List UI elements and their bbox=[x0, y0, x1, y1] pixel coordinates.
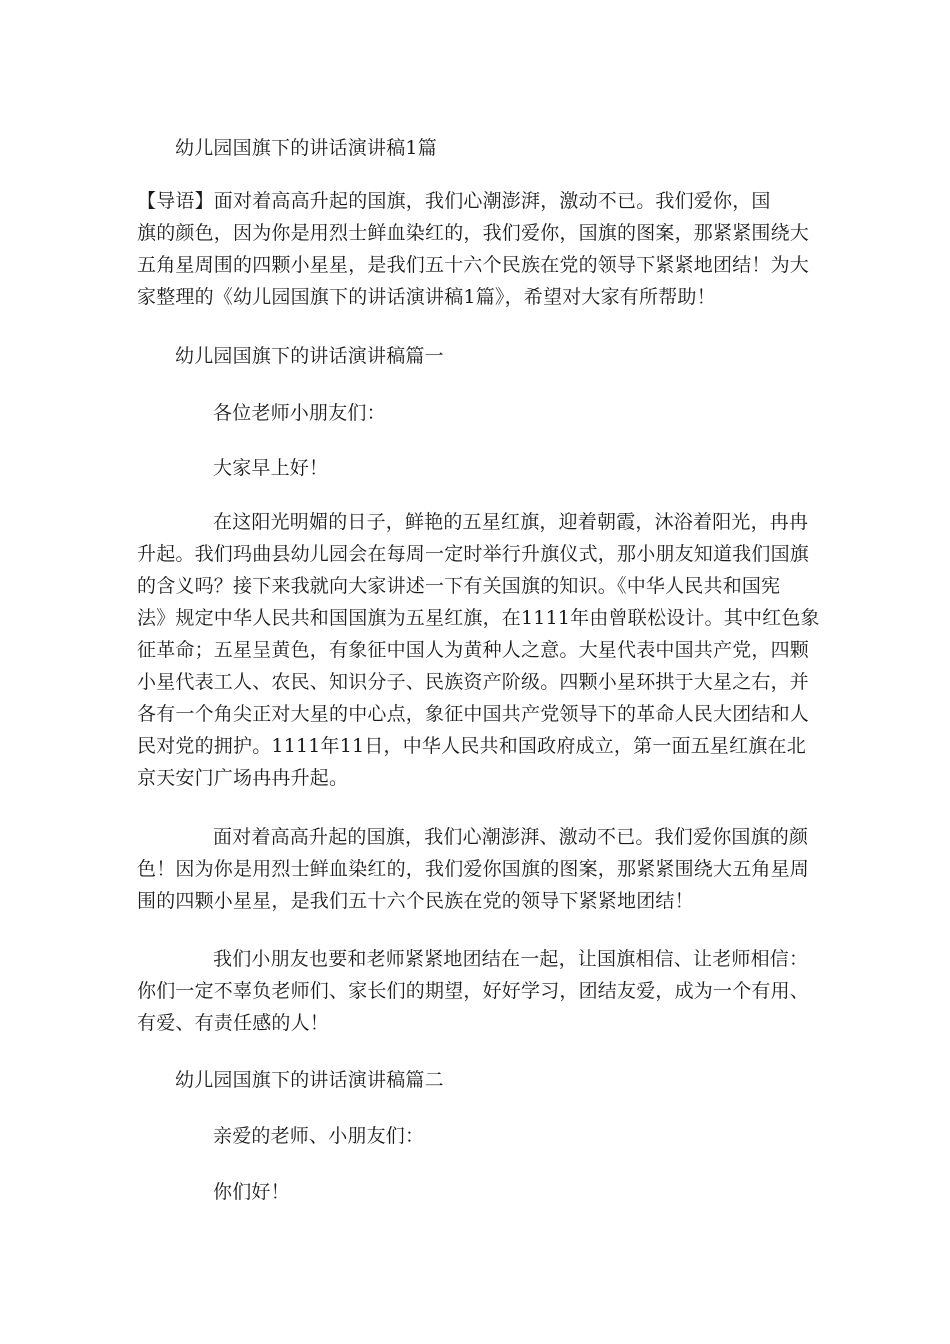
paragraph-line: 各有一个角尖正对大星的中心点，象征中国共产党领导下的革命人民大团结和人 bbox=[137, 703, 810, 725]
paragraph-line: 你们一定不辜负老师们、家长们的期望，好好学习，团结友爱，成为一个有用、 bbox=[137, 980, 810, 1002]
body-paragraph-flag-meaning bbox=[137, 506, 820, 794]
paragraph-line: 围的四颗小星星，是我们五十六个民族在党的领导下紧紧地团结！ bbox=[137, 890, 694, 912]
paragraph-line: 京天安门广场冉冉升起。 bbox=[137, 767, 349, 789]
paragraph-line: 征革命；五星呈黄色，有象征中国人为黄种人之意。大星代表中国共产党，四颗 bbox=[137, 639, 810, 661]
intro-line: 家整理的《幼儿园国旗下的讲话演讲稿1篇》，希望对大家有所帮助！ bbox=[137, 286, 716, 308]
salutation-1: 各位老师小朋友们： bbox=[213, 402, 386, 424]
body-paragraph-flag-love bbox=[137, 821, 817, 917]
paragraph-line: 在这阳光明媚的日子，鲜艳的五星红旗，迎着朝霞，沐浴着阳光，冉冉 bbox=[213, 511, 809, 533]
greeting-2: 你们好！ bbox=[213, 1181, 290, 1203]
salutation-2: 亲爱的老师、小朋友们： bbox=[213, 1125, 425, 1147]
section-heading-2: 幼儿园国旗下的讲话演讲稿篇二 bbox=[175, 1069, 444, 1091]
intro-line: 【导语】面对着高高升起的国旗，我们心潮澎湃，激动不已。我们爱你，国 bbox=[137, 190, 771, 212]
paragraph-line: 有爱、有责任感的人！ bbox=[137, 1012, 330, 1034]
paragraph-line: 面对着高高升起的国旗，我们心潮澎湃、激动不已。我们爱你国旗的颜 bbox=[213, 826, 809, 848]
section-heading-1: 幼儿园国旗下的讲话演讲稿篇一 bbox=[175, 345, 444, 367]
paragraph-line: 的含义吗？接下来我就向大家讲述一下有关国旗的知识。《中华人民共和国宪 bbox=[137, 575, 781, 597]
paragraph-line: 色！因为你是用烈士鲜血染红的，我们爱你国旗的图案，那紧紧围绕大五角星周 bbox=[137, 858, 810, 880]
paragraph-line: 法》规定中华人民共和国国旗为五星红旗，在1111年由曾联松设计。其中红色象 bbox=[137, 607, 820, 629]
paragraph-line: 我们小朋友也要和老师紧紧地团结在一起，让国旗相信、让老师相信： bbox=[213, 948, 809, 970]
intro-line: 五角星周围的四颗小星星，是我们五十六个民族在党的领导下紧紧地团结！为大 bbox=[137, 254, 810, 276]
body-paragraph-unity bbox=[137, 943, 817, 1039]
intro-paragraph bbox=[137, 185, 817, 313]
document-title: 幼儿园国旗下的讲话演讲稿1篇 bbox=[175, 137, 437, 159]
paragraph-line: 民对党的拥护。1111年11日，中华人民共和国政府成立，第一面五星红旗在北 bbox=[137, 735, 806, 757]
paragraph-line: 小星代表工人、农民、知识分子、民族资产阶级。四颗小星环拱于大星之右，并 bbox=[137, 671, 810, 693]
greeting-1: 大家早上好！ bbox=[213, 457, 329, 479]
paragraph-line: 升起。我们玛曲县幼儿园会在每周一定时举行升旗仪式，那小朋友知道我们国旗 bbox=[137, 543, 810, 565]
intro-line: 旗的颜色，因为你是用烈士鲜血染红的，我们爱你，国旗的图案，那紧紧围绕大 bbox=[137, 222, 810, 244]
